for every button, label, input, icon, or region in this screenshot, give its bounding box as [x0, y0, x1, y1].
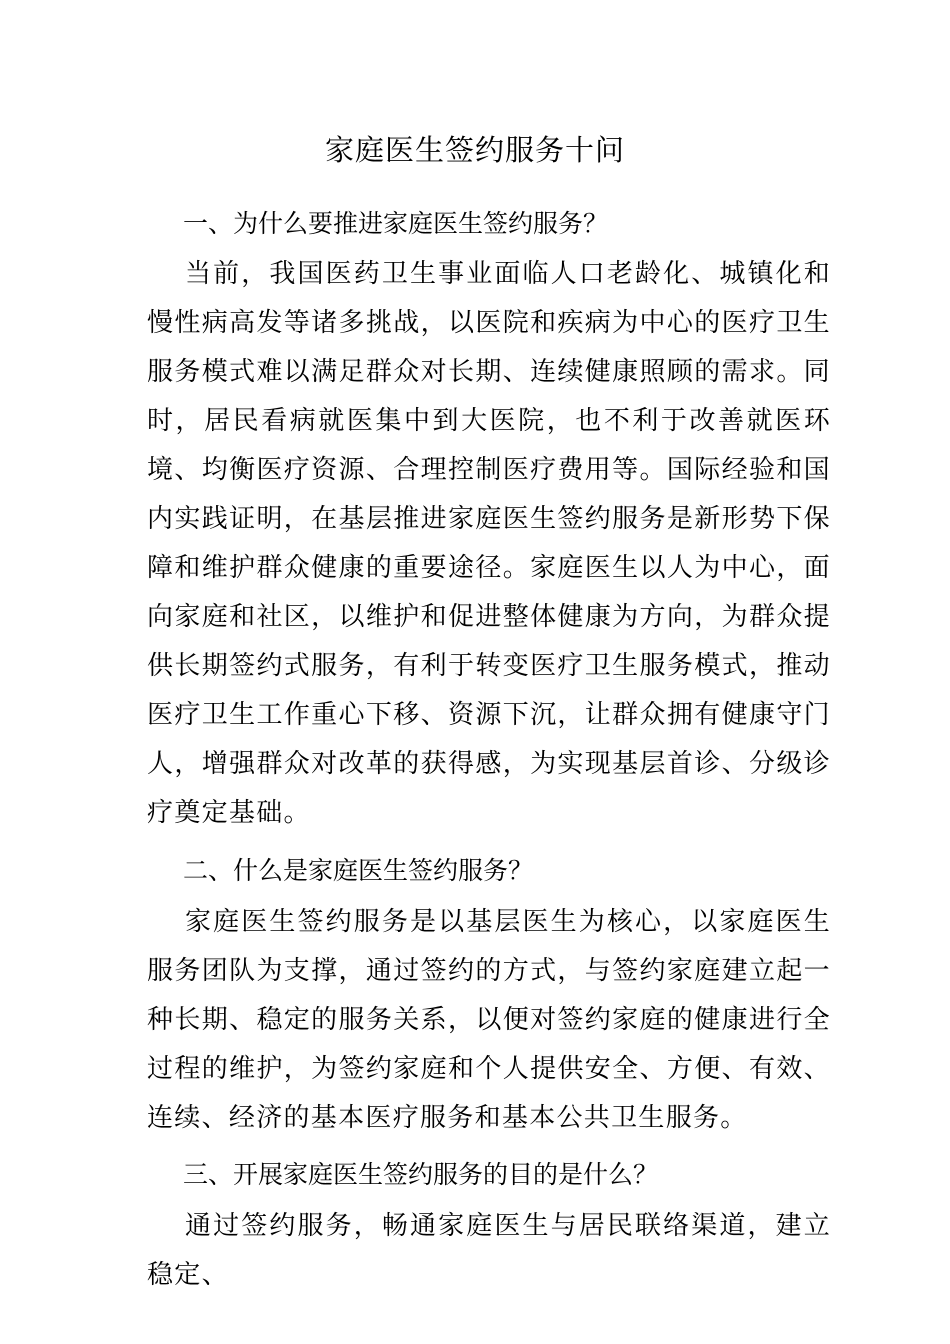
section-1-heading: 一、为什么要推进家庭医生签约服务？ [183, 209, 609, 238]
section-1-paragraph: 当前，我国医药卫生事业面临人口老龄化、城镇化和慢性病高发等诸多挑战，以医院和疾病为中心的医疗卫生服务模式难以满足群众对长期、连续健康照顾的需求。同时，居民看病就医集中到大医院，也不利于改善就医环境、均衡医疗资源、合理控制医疗费用等。国际经验和国内实践证明，在基层推进家庭医生签约服务是新形势下保障和维护群众健康的重要途径。家庭医生以人为中心，面向家庭和社区，以维护和促进整体健康为方向，为群众提供长期签约式服务，有利于转变医疗卫生服务模式，推动医疗卫生工作重心下移、资源下沉，让群众拥有健康守门人，增强群众对改革的获得感，为实现基层首诊、分级诊疗奠定基础。 [147, 259, 831, 828]
section-3-paragraph: 通过签约服务，畅通家庭医生与居民联络渠道，建立稳定、 [147, 1211, 831, 1290]
section-2-heading: 二、什么是家庭医生签约服务？ [183, 856, 534, 885]
document-title: 家庭医生签约服务十问 [324, 133, 625, 167]
section-3-heading: 三、开展家庭医生签约服务的目的是什么？ [183, 1160, 659, 1189]
document-body [147, 208, 831, 1300]
section-2-paragraph: 家庭医生签约服务是以基层医生为核心，以家庭医生服务团队为支撑，通过签约的方式，与签约家庭建立起一种长期、稳定的服务关系，以便对签约家庭的健康进行全过程的维护，为签约家庭和个人提供安全、方便、有效、连续、经济的基本医疗服务和基本公共卫生服务。 [147, 907, 831, 1133]
